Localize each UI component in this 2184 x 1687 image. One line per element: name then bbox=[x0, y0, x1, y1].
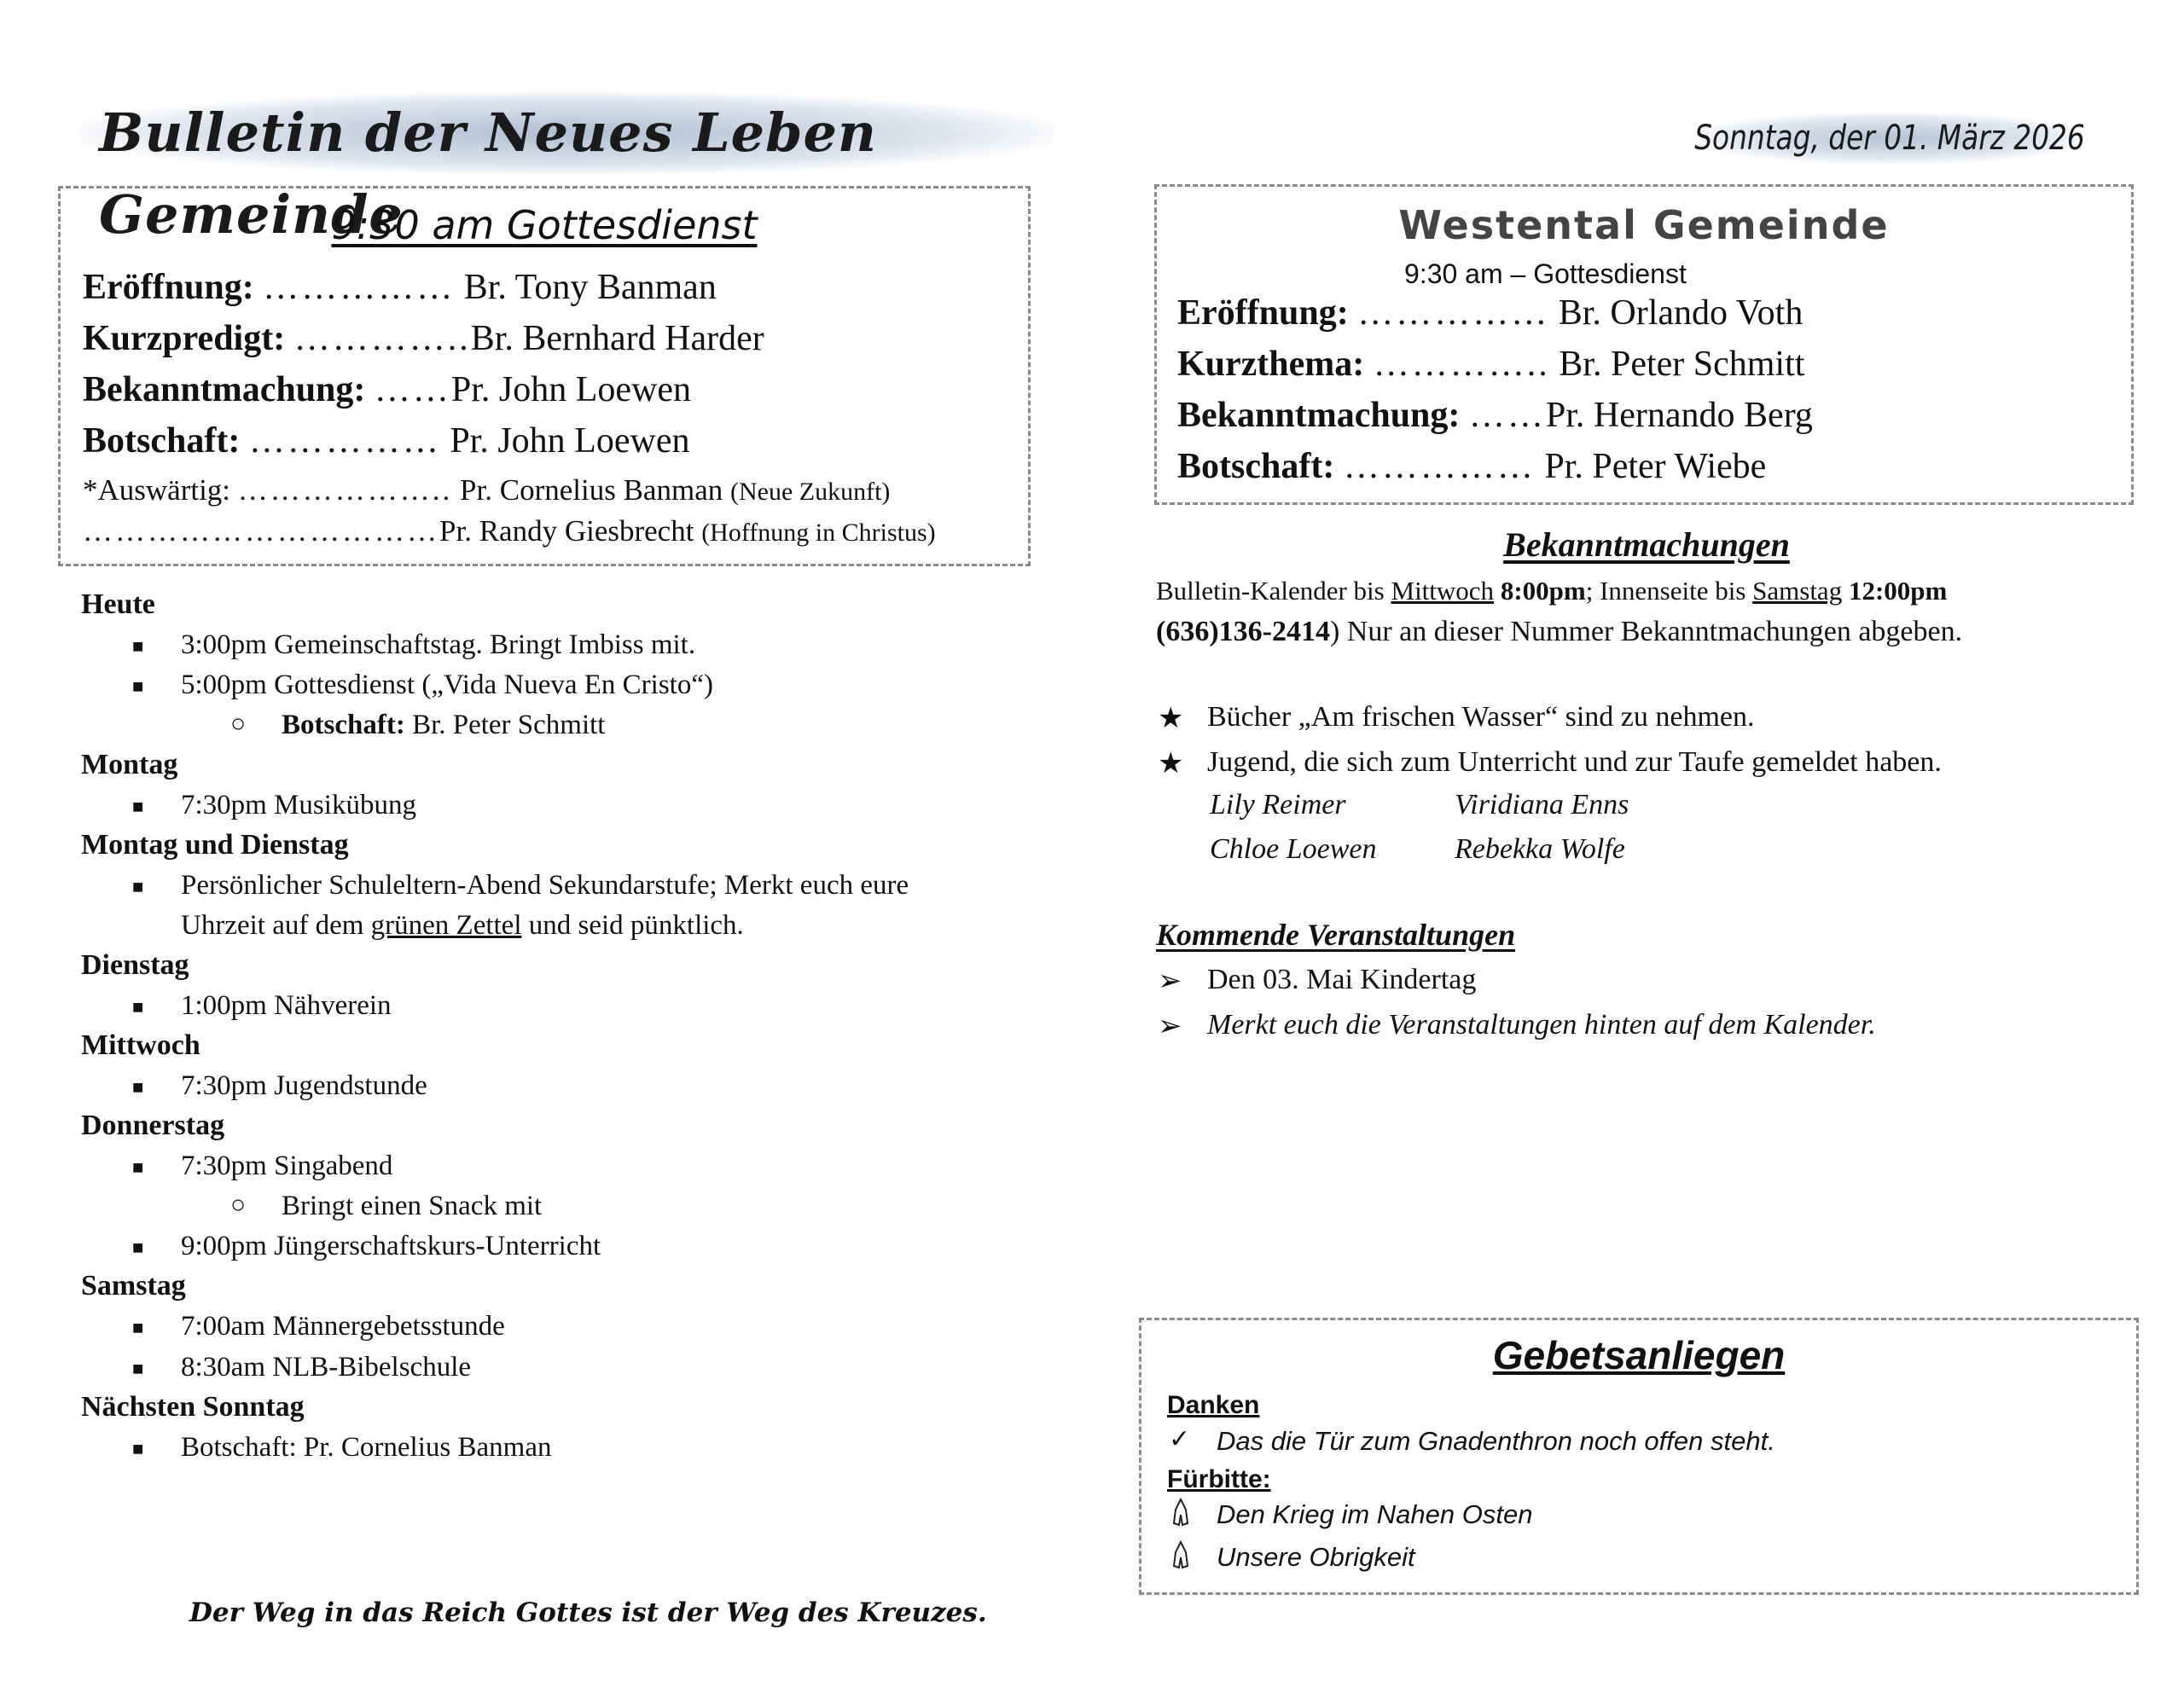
schedule-item-continued: Uhrzeit auf dem grünen Zettel und seid pünktlich. bbox=[181, 910, 744, 941]
square-bullet-icon: ■ bbox=[132, 876, 144, 897]
main-service-extra: *Auswärtig: ……………….. Pr. Cornelius Banman (Neue Zukunft) bbox=[83, 473, 891, 507]
main-service-extra: ……………………………Pr. Randy Giesbrecht (Hoffnung in Christus) bbox=[83, 514, 936, 548]
checkmark-icon: ✓ bbox=[1169, 1425, 1191, 1453]
phone-number: (636)136-2414 bbox=[1156, 616, 1330, 647]
prayer-item: Das die Tür zum Gnadenthron noch offen steht. bbox=[1217, 1426, 1775, 1456]
arrow-bullet-icon: ➢ bbox=[1158, 1011, 1182, 1042]
schedule-item: 7:30pm Jugendstunde bbox=[181, 1070, 427, 1101]
event-item: Den 03. Mai Kindertag bbox=[1207, 964, 1477, 995]
schedule-day: Heute bbox=[81, 588, 155, 620]
schedule-day: Nächsten Sonntag bbox=[81, 1391, 305, 1423]
westental-service-row: Botschaft: …………… Pr. Peter Wiebe bbox=[1177, 447, 1767, 486]
arrow-bullet-icon: ➢ bbox=[1158, 965, 1182, 997]
star-bullet-icon: ★ bbox=[1158, 703, 1184, 734]
schedule-day: Montag bbox=[81, 749, 178, 780]
square-bullet-icon: ■ bbox=[132, 796, 144, 817]
square-bullet-icon: ■ bbox=[132, 1438, 144, 1459]
circle-bullet-icon: ○ bbox=[230, 1191, 247, 1219]
schedule-item: 8:30am NLB-Bibelschule bbox=[181, 1352, 472, 1383]
main-service-row: Eröffnung: …………… Br. Tony Banman bbox=[83, 268, 717, 307]
footer-quote: Der Weg in das Reich Gottes ist der Weg des Kreuzes. bbox=[189, 1597, 987, 1628]
youth-name: Viridiana Enns bbox=[1455, 789, 1629, 820]
schedule-item: 7:00am Männergebetsstunde bbox=[181, 1311, 505, 1342]
circle-bullet-icon: ○ bbox=[230, 710, 247, 738]
schedule-day: Samstag bbox=[81, 1270, 186, 1301]
announcement-phone-line: (636)136-2414) Nur an dieser Nummer Bekanntmachungen abgeben. bbox=[1156, 616, 1963, 647]
schedule-day: Dienstag bbox=[81, 949, 189, 981]
youth-name: Chloe Loewen bbox=[1210, 833, 1377, 865]
square-bullet-icon: ■ bbox=[132, 635, 144, 657]
schedule-day: Montag und Dienstag bbox=[81, 829, 349, 861]
westental-service-row: Kurzthema: ………….. Br. Peter Schmitt bbox=[1177, 345, 1805, 384]
main-service-box bbox=[58, 186, 1031, 566]
prayer-subheading: Fürbitte: bbox=[1167, 1465, 1271, 1493]
youth-name: Lily Reimer bbox=[1210, 789, 1346, 820]
schedule-day: Mittwoch bbox=[81, 1029, 200, 1061]
bulletin-date: Sonntag, der 01. März 2026 bbox=[1693, 113, 2085, 164]
westental-service-row: Eröffnung: …………… Br. Orlando Voth bbox=[1177, 293, 1804, 333]
westental-subheading: 9:30 am – Gottesdienst bbox=[1404, 258, 1687, 289]
schedule-item: 7:30pm Singabend bbox=[181, 1151, 393, 1181]
green-note-text: grünen Zettel bbox=[370, 910, 522, 941]
main-service-row: Botschaft: …………… Pr. John Loewen bbox=[83, 421, 690, 461]
youth-name: Rebekka Wolfe bbox=[1455, 833, 1625, 865]
schedule-item: Botschaft: Pr. Cornelius Banman bbox=[181, 1432, 552, 1463]
praying-hands-icon bbox=[1169, 1540, 1193, 1576]
schedule-subitem: Botschaft: Br. Peter Schmitt bbox=[282, 710, 606, 740]
schedule-day: Donnerstag bbox=[81, 1110, 225, 1141]
square-bullet-icon: ■ bbox=[132, 1157, 144, 1178]
main-service-row: Kurzpredigt: …………..Br. Bernhard Harder bbox=[83, 319, 764, 358]
westental-heading: Westental Gemeinde bbox=[1398, 202, 1890, 248]
square-bullet-icon: ■ bbox=[132, 675, 144, 697]
announcement-item: Jugend, die sich zum Unterricht und zur Taufe gemeldet haben. bbox=[1207, 746, 1942, 778]
prayer-item: Unsere Obrigkeit bbox=[1217, 1542, 1415, 1572]
praying-hands-icon bbox=[1169, 1498, 1193, 1533]
prayer-item: Den Krieg im Nahen Osten bbox=[1217, 1499, 1533, 1529]
schedule-item: 3:00pm Gemeinschaftstag. Bringt Imbiss mit. bbox=[181, 629, 696, 660]
prayer-heading: Gebetsanliegen bbox=[1492, 1333, 1786, 1377]
westental-service-row: Bekanntmachung: ……Pr. Hernando Berg bbox=[1177, 396, 1813, 435]
schedule-item: 1:00pm Nähverein bbox=[181, 990, 392, 1021]
announcement-deadline-line: Bulletin-Kalender bis Mittwoch 8:00pm; Innenseite bis Samstag 12:00pm bbox=[1156, 576, 1948, 606]
prayer-subheading: Danken bbox=[1167, 1391, 1260, 1419]
star-bullet-icon: ★ bbox=[1158, 748, 1184, 780]
square-bullet-icon: ■ bbox=[132, 1076, 144, 1098]
announcement-item: Bücher „Am frischen Wasser“ sind zu nehmen. bbox=[1207, 701, 1755, 733]
schedule-item: 7:30pm Musikübung bbox=[181, 790, 416, 820]
bulletin-title: Bulletin der Neues Leben Gemeinde bbox=[78, 92, 1054, 174]
square-bullet-icon: ■ bbox=[132, 1358, 144, 1379]
schedule-item: 5:00pm Gottesdienst („Vida Nueva En Cristo“) bbox=[181, 670, 713, 700]
schedule-subitem: Bringt einen Snack mit bbox=[282, 1191, 543, 1221]
announcements-heading: Bekanntmachungen bbox=[1503, 525, 1790, 564]
main-service-row: Bekanntmachung: ……Pr. John Loewen bbox=[83, 370, 692, 409]
westental-service-box bbox=[1154, 184, 2134, 505]
schedule-item: Persönlicher Schuleltern-Abend Sekundarstufe; Merkt euch eure bbox=[181, 870, 909, 901]
prayer-box bbox=[1139, 1318, 2139, 1595]
events-heading: Kommende Veranstaltungen bbox=[1156, 918, 1516, 952]
schedule-item: 9:00pm Jüngerschaftskurs-Unterricht bbox=[181, 1231, 601, 1261]
square-bullet-icon: ■ bbox=[132, 1317, 144, 1338]
square-bullet-icon: ■ bbox=[132, 1237, 144, 1258]
event-item: Merkt euch die Veranstaltungen hinten auf dem Kalender. bbox=[1207, 1009, 1876, 1041]
main-service-heading: 9:30 am Gottesdienst bbox=[331, 202, 758, 248]
square-bullet-icon: ■ bbox=[132, 996, 144, 1017]
